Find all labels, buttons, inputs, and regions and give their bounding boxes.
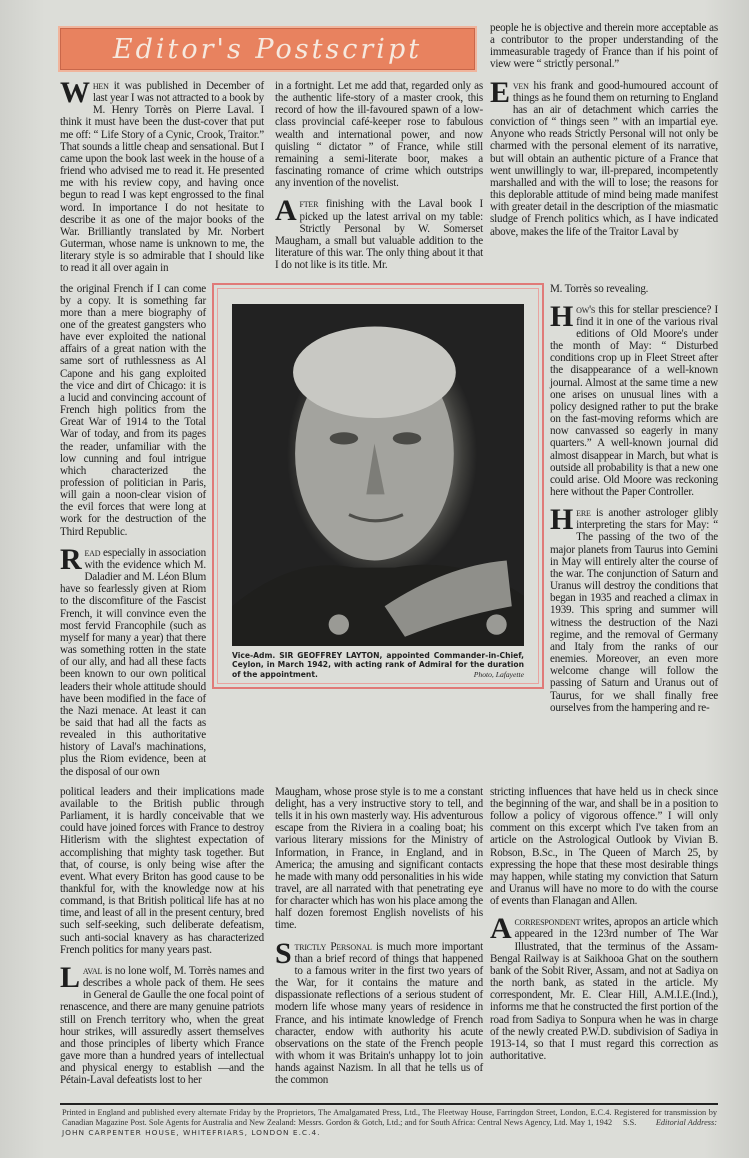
photo-caption	[232, 651, 524, 680]
footer-rule	[60, 1103, 718, 1105]
paragraph-text: writes, apropos an article which appeared in the 123rd number of The War Illustrated, that the terminus of the Assam-Bengal Railway is at Saikhooa Ghat on the southern bank of the Sobit River, Assam, and not at Sadiya on the north bank, as stated in the article. My correspondent, Mr. E. Clear Hill, A.M.I.E.(Ind.), informs me that he constructed the first portion of the road from Sadiya to Sonpura when he was in charge of the newly created P.W.D. subdivision of Sadiya in 1913-14, so that I must regard this correction as authoritative.	[490, 916, 718, 1063]
lead-in: aval	[82, 964, 103, 977]
paragraph	[550, 503, 718, 714]
title-banner	[60, 28, 475, 70]
lead-in: trictly Personal	[294, 940, 372, 953]
paragraph-text: political leaders and their implications made available to the British public through Parliament, it is hardly conceivable that we could have joined forces with France to destroy Hitlerism with the slightest expectation of accomplishing that mighty task together. But that, of course, is only being wise after the event. What every Briton has good cause to be thankful for, with the knowledge now at his command, is that British political life has at no time, and least of all in the present century, bred such self-seeking, such deliberate defeatism, such anti-social knavery as has characterized French politics for many years past.	[60, 785, 264, 956]
paragraph-text: it was published in December of last year I was not attracted to a book by M. Henry Torrès on Pierre Laval. I think it must have been the dust-cover that put me off: “ Life Story of a Cynic, Crook, Traitor.” That sounds a little cheap and sensational. But I came upon the book last week in the house of a friend who advised me to read it. He presented me with his review copy, and having once begun to read I was kept engrossed to the final word. In importance I do not hesitate to describe it as one of the major books of the War. Brilliantly translated by Mr. Norbert Guterman, whose name is unknown to me, the literary style is so admirable that I should like to read it all over again in	[60, 80, 265, 275]
paragraph	[275, 80, 483, 189]
drop-cap: E	[490, 75, 510, 109]
lead-in: correspondent	[514, 916, 581, 929]
col1-mid	[60, 283, 206, 778]
imprint-code: S.S.	[622, 1117, 637, 1127]
paragraph	[275, 936, 484, 1087]
portrait-photo	[232, 304, 524, 646]
paragraph	[275, 786, 483, 932]
col2-top	[275, 80, 483, 271]
drop-cap: R	[60, 542, 82, 576]
drop-cap: L	[60, 960, 80, 994]
drop-cap: S	[275, 936, 292, 970]
imprint-text: Printed in England and published every alternate Friday by the Proprietors, The Amalgamated Press, Ltd., The Fleetway House, Farringdon Street, London, E.C.4. Registered for transmission by Canadian Magazine Post. Sole Agents for Australia and New Zealand: Messrs. Gordon & Gotch, Ltd.; and for South Africa: Central News Agency, Ltd. May 1, 1942	[62, 1107, 717, 1127]
col3-top	[490, 22, 718, 238]
paragraph-text: Maugham, whose prose style is to me a constant delight, has a very instructive story to tell, and tells it in his own masterly way. His adventurous escape from the Riviera in a coaling boat; his various literary missions for the Ministry of Information, in France, in England, and in America; the amusing and significant contacts he made with many odd personalities in his wide travel, are all narrated with that penetrating eye for character which has won his place among the half dozen foremost English novelists of his time.	[275, 785, 483, 932]
article-grid	[60, 22, 718, 1095]
editorial-label: Editorial Address:	[655, 1117, 717, 1127]
paragraph-text: is another astrologer glibly interpreting the stars for May: “ The passing of the two of the major planets from Taurus into Gemini in May will entirely alter the course of the war. The conjunction of Saturn and Uranus will destroy the conditions that began in 1935 and reached a climax in 1939. This spring and summer will witness the destruction of the Nazi regime, and the removal of Germany and Italy from the ranks of our enemies. Moreover, an even more welcome change will follow the passing of Saturn and Uranus out of Taurus, for we shall finally free ourselves from the hampering and re-	[550, 507, 718, 714]
paragraph	[550, 283, 718, 295]
lead-in: ere	[576, 507, 591, 520]
paragraph	[60, 960, 264, 1087]
lead-in: ven	[512, 79, 529, 92]
paragraph	[60, 786, 264, 956]
caption-text: Vice-Adm. SIR GEOFFREY LAYTON, appointed Commander-in-Chief, Ceylon, in March 1942, with acting rank of Admiral for the duration of the appointment.	[232, 650, 524, 679]
page-title: Editor's Postscript	[112, 33, 423, 65]
paragraph-text: especially in association with the evidence which M. Daladier and M. Léon Blum have so fearlessly given at Riom to the discomfiture of the Fascist French, it will convince even the most fervid Francophile (such as myself for many a year) that there was something rotten in the state of our ally, and had all these facts been known to our own political leaders their whole attitude should have been modified in the face of the Nazi menace. At least it can be said that had all the facts as revealed in this authoritative history of Laval's machinations, plus the Riom evidence, been at the disposal of our own	[60, 546, 206, 778]
paragraph	[60, 283, 206, 538]
lead-in: hen	[92, 80, 109, 92]
drop-cap: A	[490, 912, 512, 946]
paragraph	[60, 76, 265, 275]
photo-credit: Photo, Lafayette	[473, 669, 524, 679]
paragraph-text: this for stellar prescience? I find it in one of the various rival editions of Old Moore's under the month of May: “ Disturbed conditions crop up in Fleet Street after the disappearance of a well-known journal. Almost at the same time a new one arises on unusual lines with a policy designed rather to put the brake on the fast-moving reforms which are now canvassed so eagerly in many quarters.” A well-known journal did almost disappear in March, but what is outside all probability is that a new one could arise. Old Moore was reckoning here without the Paper Controller.	[550, 303, 718, 498]
col3-mid	[550, 283, 718, 714]
paragraph-text: in a fortnight. Let me add that, regarded only as the authentic life-story of a master crook, this record of how the ill-favoured spawn of a low-class provincial café-keeper rose to fabulous wealth and international power, and now quisling “ dictator ” of France, while still remaining a semi-literate boor, makes a fascinating romance of crime which outstrips any invention of the novelist.	[275, 80, 483, 190]
lead-in: fter	[299, 198, 319, 211]
paragraph-text: is no lone wolf, M. Torrès names and describes a whole pack of them. He sees in General de Gaulle the one focal point of renascence, and there are many genuine patriots still on French territory who, when the great hour strikes, will assuredly assert themselves and those principles of liberty which France gave more than a hundred years of intellectual and physical energy to establish —and the Pétain-Laval defeatists lost to her	[60, 964, 264, 1087]
paragraph-text: the original French if I can come by a copy. It is something far more than a mere biography of one of the greatest gangsters who have ever exploited the national affairs of a great nation with the same sort of ruthlessness as Al Capone and his gang exploited the vice and dirt of Chicago: it is a lucid and convincing account of French high politics from the Great War of 1914 to the Total War of today, and from its pages the reader, unfamiliar with the low cunning and foul intrigue which characterized the profession of politician in Paris, will gain a noon-clear vision of the evil forces that were long at work for the destruction of the Third Republic.	[60, 282, 206, 538]
paragraph	[60, 542, 206, 778]
paragraph	[275, 194, 483, 272]
paragraph-text: is much more important than a brief record of things that happened to a famous writer in the first two years of the War, for it contains the mature and dispassionate reflections of a serious student of modern life whose many years of residence in France, and his intimate knowledge of French character, endow with authority his acute observations on the state of the French people with whom it was Britain's unhappy lot to join hands against Nazism. In all that he tells us of the common	[275, 940, 484, 1087]
lead-in: ead	[84, 546, 101, 559]
col3-bottom	[490, 786, 718, 1062]
paragraph-text: his frank and good-humoured account of things as he found them on returning to England has an air of detachment which carries the conviction of “ things seen ” with an impartial eye. Anyone who reads Strictly Personal will not only be charmed with the personal element of its narrative, but will obtain an authentic picture of a France that went unwillingly to war, ill-prepared, incompetently marshalled and with the will to lose; the reasons for this deplorable attitude of mind being made manifest with greater detail in the description of the miasmatic sludge of French politics which, as I have indicated above, makes the life of the Traitor Laval by	[490, 79, 718, 238]
portrait-illustration	[232, 304, 524, 646]
paragraph	[490, 786, 718, 908]
paragraph-text: people he is objective and therein more acceptable as a contributor to the proper understanding of the immeasurable tragedy of France than if his point of view were “ strictly personal.”	[490, 22, 718, 71]
col1-top	[60, 76, 265, 275]
paragraph	[490, 22, 718, 71]
paragraph-text: finishing with the Laval book I picked up the latest arrival on my table: Strictly Personal by W. Somerset Maugham, a small but valuable addition to the literature of this war. The only thing about it that I do not like is its title. Mr.	[275, 198, 483, 272]
col2-bottom	[275, 786, 483, 1087]
drop-cap: H	[550, 503, 574, 537]
paragraph	[490, 912, 718, 1063]
lead-in: ow's	[576, 303, 596, 316]
drop-cap: A	[275, 194, 297, 228]
drop-cap: W	[60, 76, 90, 109]
imprint-footer	[62, 1108, 717, 1139]
paragraph-text: M. Torrès so revealing.	[550, 282, 649, 295]
editorial-address: JOHN CARPENTER HOUSE, WHITEFRIARS, LONDON E.C.4.	[62, 1128, 321, 1138]
col1-bottom	[60, 786, 264, 1087]
paragraph-text: stricting influences that have held us in check since the beginning of the war, and shall be in a position to follow a policy of vigorous offence.” I will only comment on this excerpt which I've taken from an article on the Astrological Outlook by Vivian B. Robson, B.Sc., in The Queen of March 25, by expressing the hope that these most desirable things may happen, while stating my conviction that Saturn and Uranus will have no more to do with the course of events than Flanagan and Allen.	[490, 785, 718, 908]
drop-cap: H	[550, 299, 574, 333]
photo-frame	[212, 283, 544, 690]
paragraph	[550, 299, 718, 499]
paragraph	[490, 75, 718, 238]
